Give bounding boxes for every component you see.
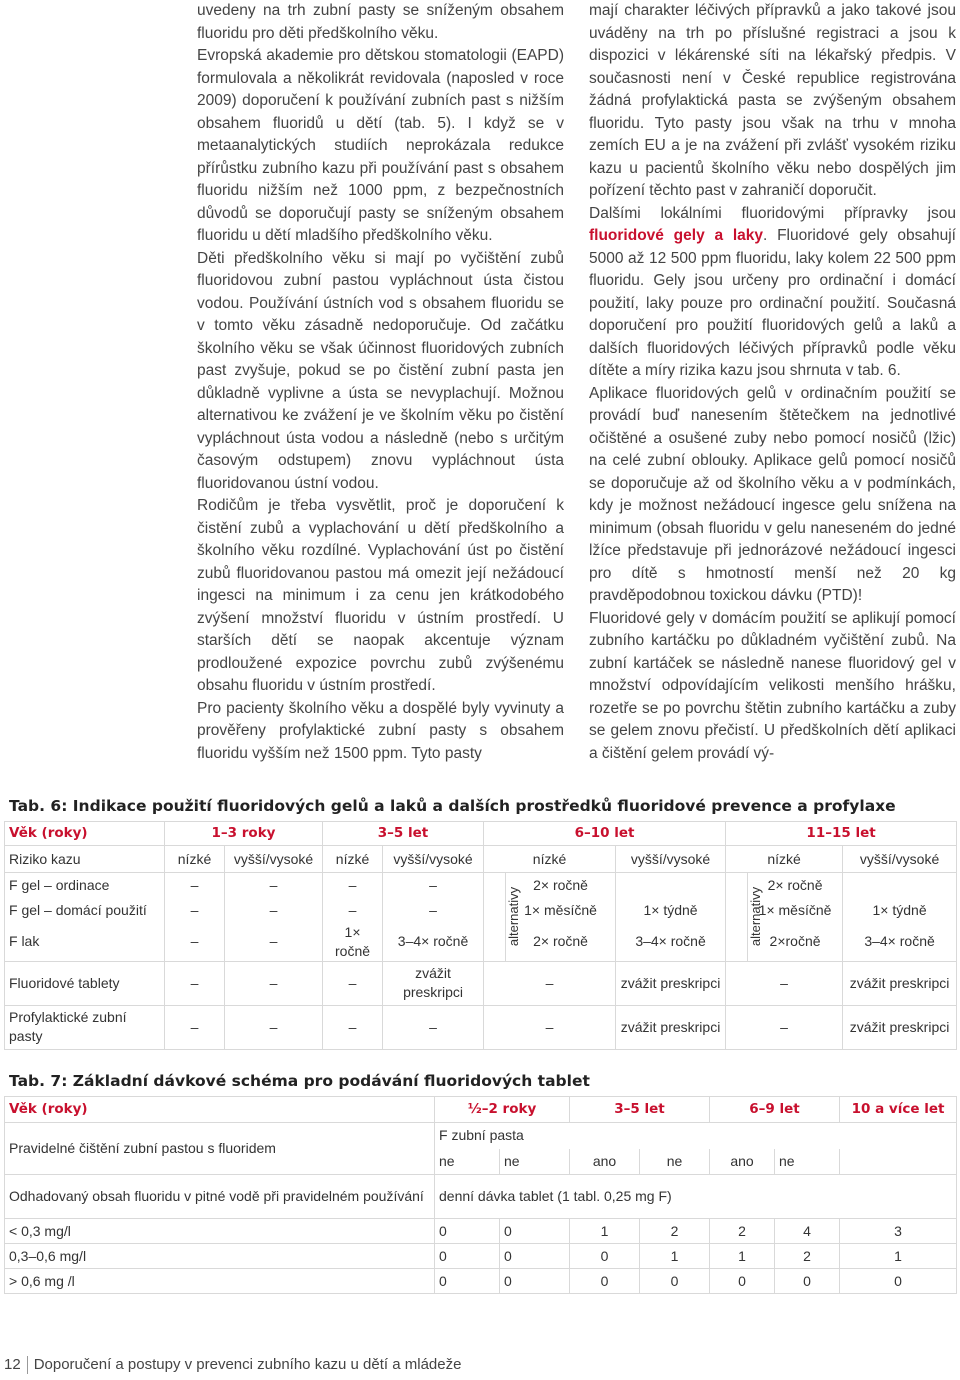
table-row: > 0,6 mg /l 0 0 0 0 0 0 0	[5, 1269, 957, 1294]
table-row: F lak – – 1× ročně 3–4× ročně 2× ročně 3–4× ročně 2×ročně 3–4× ročně	[5, 923, 957, 962]
header-cell: 6–10 let	[484, 822, 726, 846]
page-footer	[4, 1356, 461, 1374]
highlight-term: fluoridové gely a laky	[589, 227, 763, 244]
table-6-title: Tab. 6: Indikace použití fluoridových gelů a laků a dalších prostředků fluoridové prevence a profylaxe	[9, 797, 896, 815]
page-number: 12	[4, 1356, 21, 1373]
table-row: < 0,3 mg/l 0 0 1 2 2 4 3	[5, 1219, 957, 1244]
text-column-left	[197, 0, 564, 765]
paragraph: uvedeny na trh zubní pasty se sníženým obsahem fluoridu pro děti předškolního věku.	[197, 2, 564, 42]
alternatives-label: alternativy	[506, 887, 522, 947]
table-row: Odhadovaný obsah fluoridu v pitné vodě při pravidelném používání denní dávka tablet (1 tabl. 0,25 mg F)	[5, 1175, 957, 1219]
table-header-row: Věk (roky) ½–2 roky 3–5 let 6–9 let 10 a více let	[5, 1097, 957, 1123]
table-row: 0,3–0,6 mg/l 0 0 0 1 1 2 1	[5, 1244, 957, 1269]
header-cell: 3–5 let	[323, 822, 484, 846]
paragraph: Dalšími lokálními fluoridovými přípravky jsou fluoridové gely a laky. Fluoridové gely obsahují 5000 až 12 500 ppm fluoridu, laky kolem 22 500 ppm fluoridu. Gely jsou určeny pro ordinační i domácí použití, laky pouze pro ordinační použití. Současná doporučení pro použití fluoridových gelů a laků a dalších fluoridových léčivých přípravků podle věku dítěte a míry rizika kazu jsou shrnuta v tab. 6.	[589, 204, 956, 379]
paragraph: Pro pacienty školního věku a dospělé byly vyvinuty a prověřeny profylaktické zubní pasty s obsahem fluoridu vyšším než 1500 ppm. Tyto pasty	[197, 699, 564, 762]
header-cell: 1–3 roky	[165, 822, 323, 846]
table-row: F gel – ordinace – – – – alternativy 2× ročně alternativy 2× ročně	[5, 873, 957, 898]
text-column-right	[589, 0, 956, 765]
paragraph: mají charakter léčivých přípravků a jako takové jsou uváděny na trh po příslušné registraci a jsou k dispozici v lékárenské síti na lékařský předpis. V současnosti není v České republice registrována žádná profylaktická pasta se zvýšeným obsahem fluoridu. Tyto pasty jsou však na trhu v mnoha zemích EU a je na zvážení při zvlášť vysokém riziku kazu u pacientů školního věku nebo dospělých jim pořízení těchto past v zahraničí doporučit.	[589, 2, 956, 199]
footer-divider	[27, 1356, 28, 1374]
table-7-title: Tab. 7: Základní dávkové schéma pro podávání fluoridových tablet	[9, 1072, 590, 1090]
paragraph: Evropská akademie pro dětskou stomatologii (EAPD) formulovala a několikrát revidovala (naposled v roce 2009) doporučení k používání zubních past s nižším obsahem fluoridů u dětí (tab. 5). I když se v metaanalytických studiích neprokázala redukce přírůstku zubního kazu při používání past s obsahem fluoridu nižším než 1000 ppm, z bezpečnostních důvodů se doporučují pasty se sníženým obsahem fluoridu u dětí mladšího předškolního věku.	[197, 47, 564, 244]
alternatives-label: alternativy	[748, 887, 764, 947]
table-row: Fluoridové tablety – – – zvážit preskripci – zvážit preskripci – zvážit preskripci	[5, 961, 957, 1005]
table-header-row	[5, 822, 957, 846]
table-7	[4, 1096, 957, 1294]
footer-title: Doporučení a postupy v prevenci zubního kazu u dětí a mládeže	[33, 1356, 462, 1373]
paragraph: Fluoridové gely v domácím použití se aplikují pomocí zubního kartáčku po důkladném vyčištění zubů. Na zubní kartáček se následně nanese fluoridový gel v množství odpovídajícím velikosti menšího hrášku, rozetře se po povrchu štětin zubního kartáčku a zuby se gelem znovu přečistí. U předškolních dětí aplikaci a čištění gelem provádí vý-	[589, 609, 956, 762]
table-row: Profylaktické zubní pasty – – – – – zvážit preskripci – zvážit preskripci	[5, 1005, 957, 1049]
table-row: Pravidelné čištění zubní pastou s fluoridem F zubní pasta	[5, 1123, 957, 1149]
table-row: ne ne ano ne ano ne	[5, 1149, 957, 1175]
table-row: F gel – domácí použití – – – – 1× měsíčně 1× týdně 1× měsíčně 1× týdně	[5, 898, 957, 923]
header-cell: Věk (roky)	[5, 822, 165, 846]
paragraph: Rodičům je třeba vysvětlit, proč je doporučení k čistění zubů a vyplachování u dětí předškolního a školního věku rozdílné. Vyplachování úst po čistění zubů fluoridovanou pastou má omezit její nežádoucí ingesci na minimum i za cenu jen krátkodobého zvýšení množství fluoridu v ústním prostředí. U starších dětí se naopak akcentuje význam prodloužené expozice povrchu zubů zvýšenému obsahu fluoridu v ústním prostředí.	[197, 497, 564, 694]
paragraph: Aplikace fluoridových gelů v ordinačním použití se provádí buď nanesením štětečkem na jednotlivé očištěné a osušené zuby nebo pomocí nosičů (lžic) na celé zubní oblouky. Aplikace gelů pomocí nosičů se doporučuje až od školního věku a v podmínkách, kdy je možnost nežádoucí ingesce gelu snížena na minimum (obsah fluoridu v gelu naneseném do jedné lžíce představuje při jednorázové nežádoucí ingesci pro dítě s hmotností menší než 20 kg pravděpodobnou toxickou dávku (PTD)!	[589, 384, 956, 604]
table-6	[4, 821, 957, 1050]
paragraph: Děti předškolního věku si mají po vyčištění zubů fluoridovou zubní pastou vypláchnout ústa čistou vodou. Používání ústních vod s obsahem fluoridu se v tomto věku zásadně nedoporučuje. Od začátku školního věku se však účinnost fluoridových zubních past zvyšuje, pokud se po čistění zubní pasta jen důkladně vyplivne a ústa se nevyplachují. Možnou alternativou ke zvážení je ve školním věku po čistění vypláchnout ústa vodou a následně (nebo s určitým časovým odstupem) znovu vypláchnout ústa fluoridovanou ústní vodou.	[197, 249, 564, 492]
header-cell: 11–15 let	[726, 822, 957, 846]
table-row: Riziko kazu nízké vyšší/vysoké nízké vyšší/vysoké nízké vyšší/vysoké nízké vyšší/vysoké	[5, 846, 957, 873]
